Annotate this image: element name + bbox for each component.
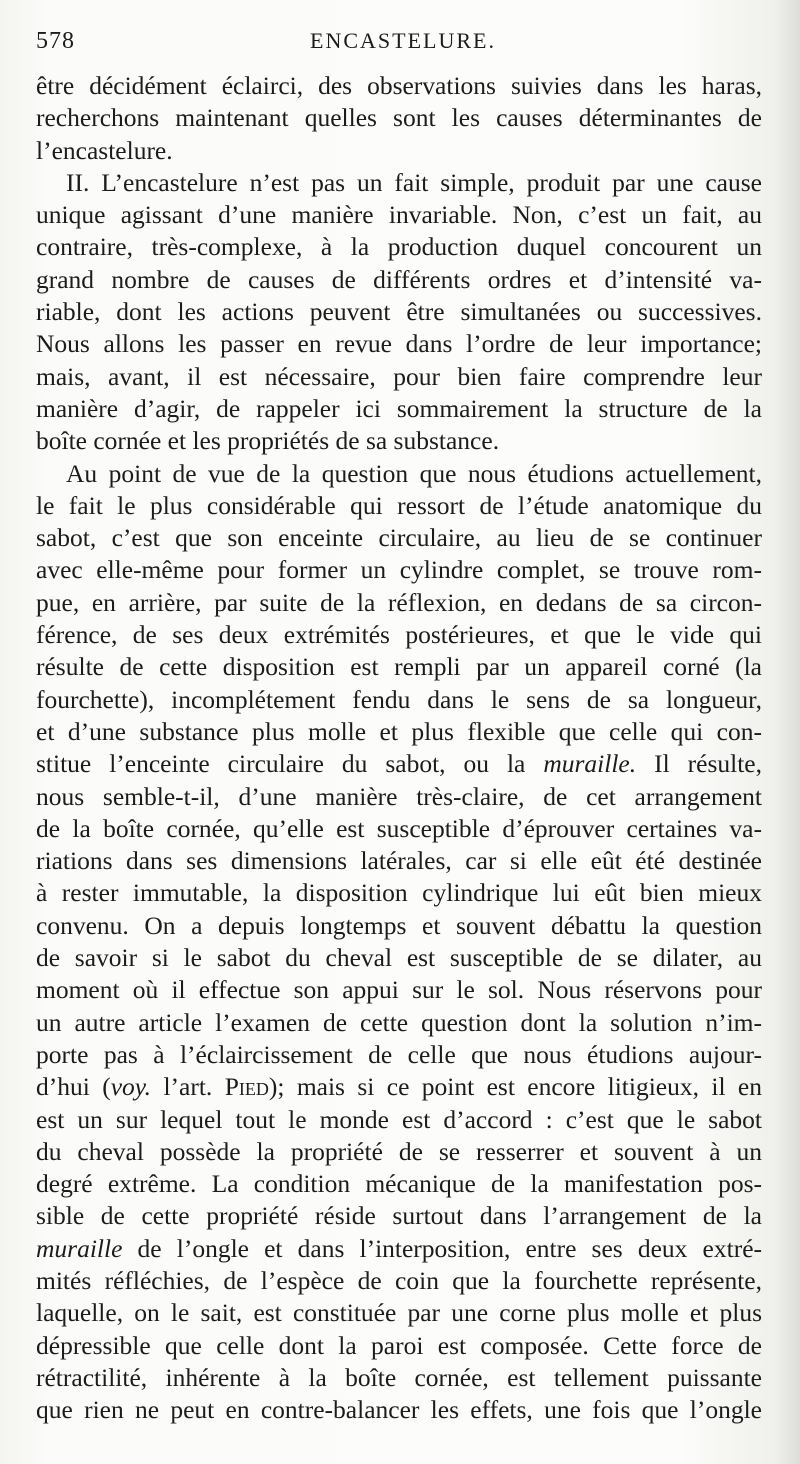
text-line: riable, dont les actions peuvent être simultanées ou successives. — [36, 297, 762, 327]
text-line: de la boîte cornée, qu’elle est susceptible d’éprouver certaines va- — [36, 813, 762, 843]
text-line: être décidément éclairci, des observations suivies dans les haras, — [36, 71, 762, 100]
text-line: laquelle, on le sait, est constituée par une corne plus molle et plus — [36, 1298, 762, 1328]
text-line: recherchons maintenant quelles sont les causes déterminantes de — [36, 103, 762, 133]
text-line: résulte de cette disposition est rempli par un appareil corné (la — [36, 652, 762, 682]
body-text — [36, 70, 762, 1426]
text-line: grand nombre de causes de différents ordres et d’intensité va- — [36, 264, 762, 294]
text-line: sible de cette propriété réside surtout dans l’arrangement de la — [36, 1201, 762, 1231]
text-line — [36, 1071, 762, 1103]
text-line: contraire, très-complexe, à la production duquel concourent un — [36, 232, 762, 262]
text-line: riations dans ses dimensions latérales, car si elle eût été destinée — [36, 846, 762, 876]
italic-term-muraille: muraille — [36, 1233, 123, 1263]
text-segment: ); mais si ce point est encore litigieux, il en — [268, 1072, 762, 1102]
text-line: que rien ne peut en contre-balancer les effets, une fois que l’ongle — [36, 1395, 762, 1425]
text-line: boîte cornée et les propriétés de sa substance. — [36, 426, 500, 456]
italic-reference-voy: voy. — [110, 1072, 152, 1102]
running-title: ENCASTELURE. — [310, 28, 496, 53]
text-line: mités réfléchies, de l’espèce de coin que la fourchette représente, — [36, 1265, 762, 1295]
text-segment: de l’ongle et dans l’interposition, entre ses deux extré- — [122, 1233, 762, 1263]
text-line: un autre article l’examen de cette question dont la solution n’im- — [36, 1007, 762, 1037]
text-segment: l’art. — [151, 1072, 225, 1102]
text-line: du cheval possède la propriété de se resserrer et souvent à un — [36, 1136, 762, 1166]
text-line: unique agissant d’une manière invariable. Non, c’est un fait, au — [36, 200, 762, 230]
text-line — [36, 748, 762, 780]
text-line: sabot, c’est que son enceinte circulaire, au lieu de se continuer — [36, 523, 762, 553]
text-line: et d’une substance plus molle et plus flexible que celle qui con- — [36, 716, 762, 746]
text-line: fourchette), incomplétement fendu dans le sens de sa longueur, — [36, 684, 762, 714]
page-header — [36, 22, 770, 62]
text-line: l’encastelure. — [36, 135, 173, 165]
page-number: 578 — [36, 28, 75, 54]
text-line: II. L’encastelure n’est pas un fait simple, produit par une cause — [66, 167, 762, 197]
text-line: férence, de ses deux extrémités postérieures, et que le vide qui — [36, 620, 762, 650]
text-segment: Il résulte, — [636, 749, 762, 779]
text-line: le fait le plus considérable qui ressort de l’étude anatomique du — [36, 490, 762, 520]
text-line: est un sur lequel tout le monde est d’accord : c’est que le sabot — [36, 1104, 762, 1134]
text-line: dépressible que celle dont la paroi est composée. Cette force de — [36, 1330, 762, 1360]
text-line — [36, 1233, 762, 1265]
text-line: nous semble-t-il, d’une manière très-claire, de cet arrangement — [36, 781, 762, 811]
italic-term-muraille: muraille. — [543, 749, 637, 779]
text-line: Nous allons les passer en revue dans l’ordre de leur importance; — [36, 329, 762, 359]
text-line: moment où il effectue son appui sur le sol. Nous réservons pour — [36, 975, 762, 1005]
text-line: rétractilité, inhérente à la boîte cornée, est tellement puissante — [36, 1362, 762, 1392]
text-line: de savoir si le sabot du cheval est susceptible de se dilater, au — [36, 943, 762, 973]
text-line: degré extrême. La condition mécanique de la manifestation pos- — [36, 1169, 762, 1199]
text-line: convenu. On a depuis longtemps et souvent débattu la question — [36, 910, 762, 940]
text-line: porte pas à l’éclaircissement de celle que nous étudions aujour- — [36, 1039, 762, 1069]
text-segment: d’hui ( — [36, 1072, 111, 1102]
text-line: manière d’agir, de rappeler ici sommairement la structure de la — [36, 393, 762, 423]
text-segment: stitue l’enceinte circulaire du sabot, ou la — [36, 749, 544, 779]
text-line: Au point de vue de la question que nous étudions actuellement, — [66, 458, 762, 488]
text-line: mais, avant, il est nécessaire, pour bien faire comprendre leur — [36, 361, 762, 391]
cross-reference-pied: Pied — [224, 1072, 269, 1102]
text-line: à rester immutable, la disposition cylindrique lui eût bien mieux — [36, 878, 762, 908]
text-line: pue, en arrière, par suite de la réflexion, en dedans de sa circon- — [36, 587, 762, 617]
text-line: avec elle-même pour former un cylindre complet, se trouve rom- — [36, 555, 762, 585]
